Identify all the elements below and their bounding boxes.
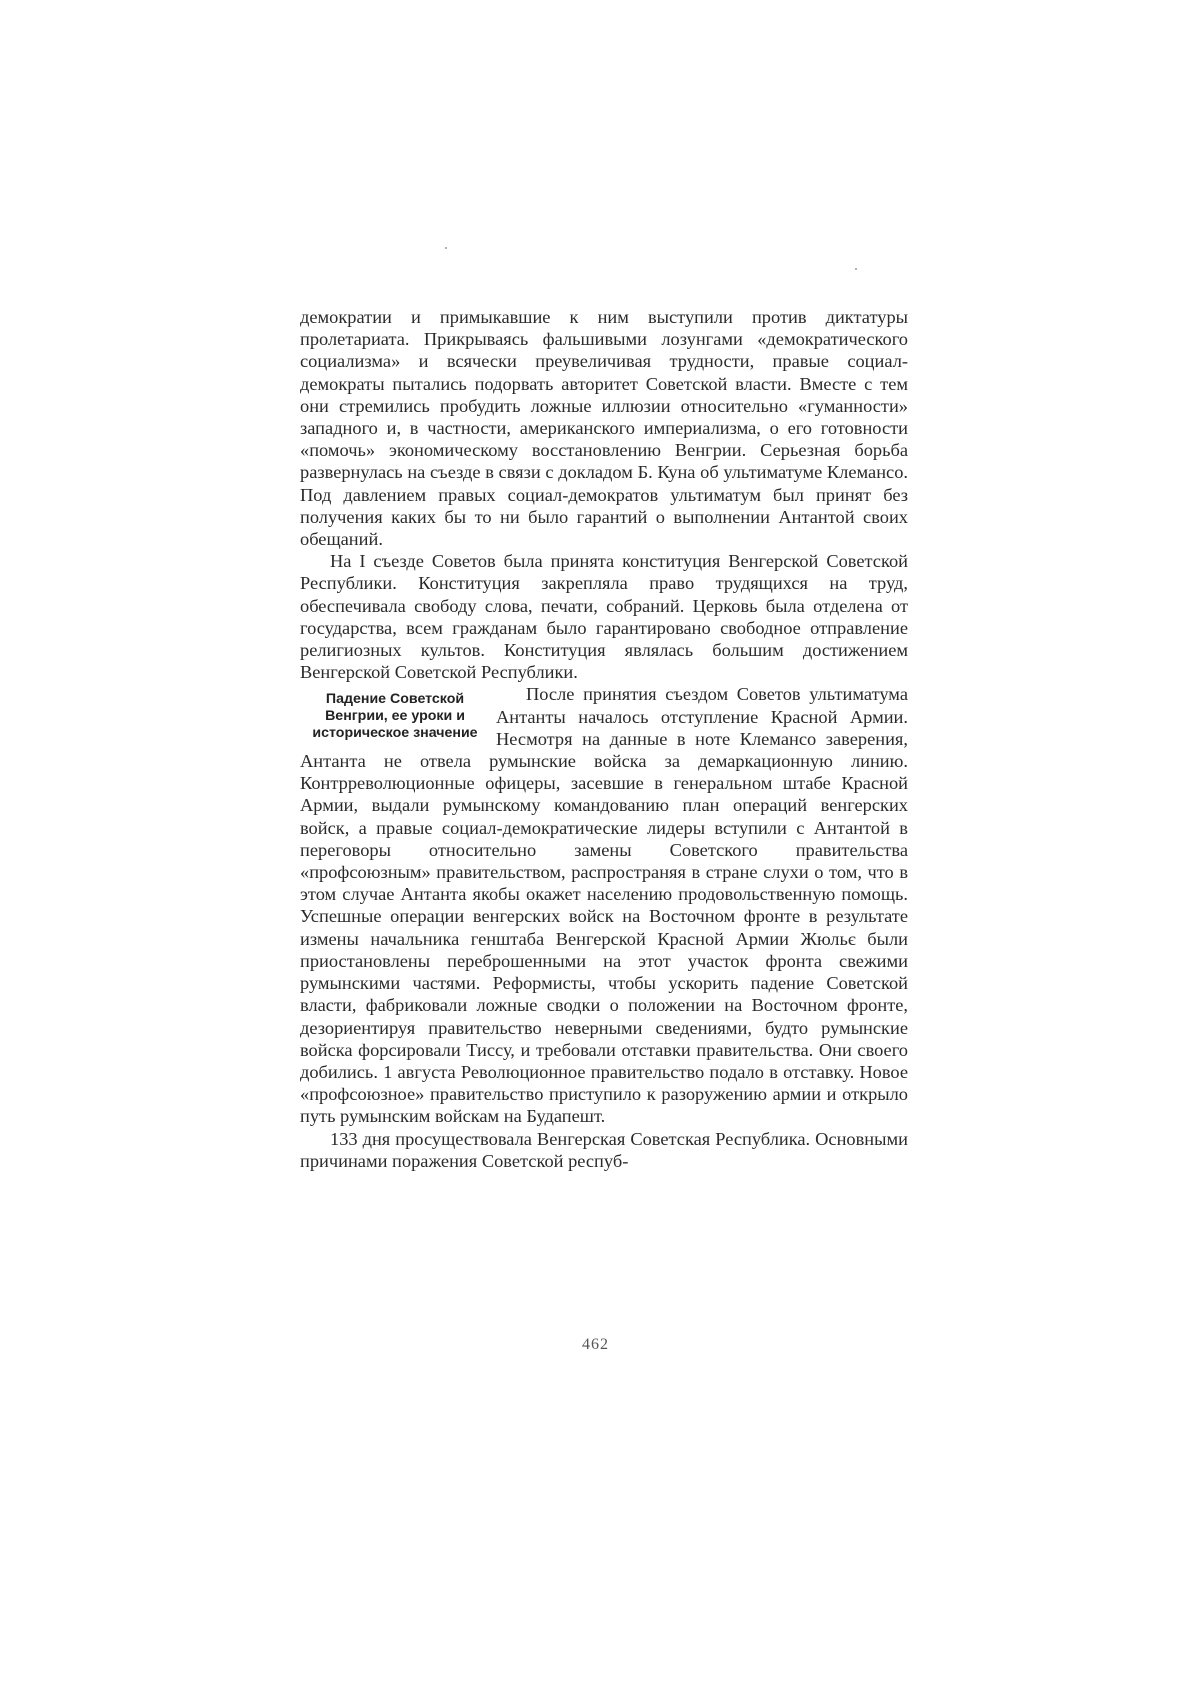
paragraph-constitution: На I съезде Советов была принята конституция Венгерской Советской Республики. Конституция закрепляла право трудящихся на труд, обеспечивала свободу слова, печати, собраний. Церковь была отделена от государства, всем гражданам было гарантировано свободное отправление религиозных культов. Конституция являлась большим достижением Венгерской Советской Республики. bbox=[300, 551, 908, 683]
side-heading: Падение Советской Венгрии, ее уроки и историческое значение bbox=[312, 691, 478, 742]
paragraph-fall: После принятия съездом Советов ультиматума Антанты началось отступление Красной Армии. Несмотря на данные в ноте Клемансо заверения, Антанта не отвела румынские войска за демаркационную линию. Контрреволюционные офицеры, засевшие в генеральном штабе Красной Армии, выдали румынскому командованию план операций венгерских войск, а правые социал-демократические лидеры вступили с Антантой в переговоры относительно замены Советского правительства «профсоюзным» правительством, распространяя в стране слухи о том, что в этом случае Антанта якобы окажет населению продовольственную помощь. Успешные операции венгерских войск на Восточном фронте в результате измены начальника генштаба Венгерской Красной Армии Жюльє были приостановлены переброшенными на этот участок фронта свежими румынскими частями. Реформисты, чтобы ускорить падение Советской власти, фабриковали ложные сводки о положении на Восточном фронте, дезориентируя правительство неверными сведениями, будто румынские войска форсировали Тиссу, и требовали отставки правительства. Они своего добились. 1 августа Революционное правительство подало в отставку. Новое «профсоюзное» правительство приступило к разоружению армии и открыло путь румынским войскам на Будапешт. bbox=[300, 684, 908, 1127]
page-body bbox=[300, 306, 908, 1172]
paragraph-conclusion: 133 дня просуществовала Венгерская Советская Республика. Основными причинами поражения Советской респуб- bbox=[300, 1128, 908, 1171]
paragraph-intro: демократии и примыкавшие к ним выступили против диктатуры пролетариата. Прикрываясь фальшивыми лозунгами «демократического социализма» и всячески преувеличивая трудности, правые социал-демократы пытались подорвать авторитет Советской власти. Вместе с тем они стремились пробудить ложные иллюзии относительно «гуманности» западного и, в частности, американского империализма, о его готовности «помочь» экономическому восстановлению Венгрии. Серьезная борьба развернулась на съезде в связи с докладом Б. Куна об ультиматуме Клемансо. Под давлением правых социал-демократов ультиматум был принят без получения каких бы то ни было гарантий о выполнении Антантой своих обещаний. bbox=[300, 307, 908, 550]
scan-speck bbox=[445, 247, 447, 249]
page-number: 462 bbox=[582, 1336, 609, 1353]
scan-speck bbox=[855, 268, 857, 270]
